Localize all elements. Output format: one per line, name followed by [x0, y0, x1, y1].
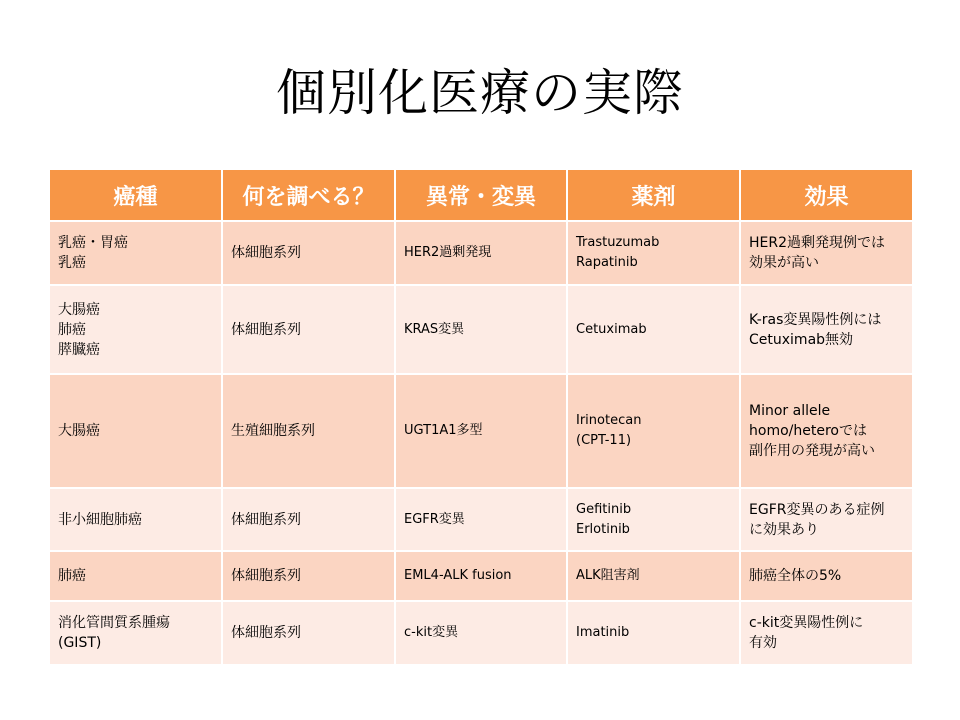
cell-what-to-test: 体細胞系列 — [222, 601, 395, 665]
cell-drug: ALK阻害剤 — [567, 551, 740, 601]
cell-cancer-type: 消化管間質系腫瘍 (GIST) — [49, 601, 222, 665]
slide-title: 個別化医療の実際 — [276, 64, 684, 122]
cell-abnormality: c-kit変異 — [395, 601, 567, 665]
cell-drug: Trastuzumab Rapatinib — [567, 221, 740, 285]
cell-abnormality: UGT1A1多型 — [395, 374, 567, 488]
cell-drug: Irinotecan (CPT-11) — [567, 374, 740, 488]
cell-drug: Gefitinib Erlotinib — [567, 488, 740, 551]
cell-what-to-test: 体細胞系列 — [222, 488, 395, 551]
cell-cancer-type: 非小細胞肺癌 — [49, 488, 222, 551]
cell-effect: EGFR変異のある症例 に効果あり — [740, 488, 913, 551]
table-row — [49, 551, 913, 601]
table-row — [49, 488, 913, 551]
personalized-medicine-table — [48, 168, 914, 666]
cell-effect: K-ras変異陽性例には Cetuximab無効 — [740, 285, 913, 374]
header-what-to-test: 何を調べる？ — [222, 169, 395, 221]
cell-cancer-type: 肺癌 — [49, 551, 222, 601]
cell-what-to-test: 生殖細胞系列 — [222, 374, 395, 488]
cell-drug: Cetuximab — [567, 285, 740, 374]
cell-effect: 肺癌全体の5% — [740, 551, 913, 601]
cell-cancer-type: 大腸癌 — [49, 374, 222, 488]
header-abnormality: 異常・変異 — [395, 169, 567, 221]
cell-abnormality: HER2過剰発現 — [395, 221, 567, 285]
cell-drug: Imatinib — [567, 601, 740, 665]
cell-what-to-test: 体細胞系列 — [222, 221, 395, 285]
table-row — [49, 374, 913, 488]
table-row — [49, 221, 913, 285]
header-drug: 薬剤 — [567, 169, 740, 221]
table-row — [49, 285, 913, 374]
cell-effect: Minor allele homo/heteroでは 副作用の発現が高い — [740, 374, 913, 488]
cell-cancer-type: 乳癌・胃癌 乳癌 — [49, 221, 222, 285]
table-row — [49, 601, 913, 665]
header-cancer-type: 癌種 — [49, 169, 222, 221]
cell-what-to-test: 体細胞系列 — [222, 285, 395, 374]
cell-cancer-type: 大腸癌 肺癌 膵臓癌 — [49, 285, 222, 374]
table-header-row — [49, 169, 913, 221]
cell-what-to-test: 体細胞系列 — [222, 551, 395, 601]
cell-effect: HER2過剰発現例では 効果が高い — [740, 221, 913, 285]
cell-abnormality: EGFR変異 — [395, 488, 567, 551]
cell-abnormality: KRAS変異 — [395, 285, 567, 374]
cell-effect: c-kit変異陽性例に 有効 — [740, 601, 913, 665]
header-effect: 効果 — [740, 169, 913, 221]
cell-abnormality: EML4-ALK fusion — [395, 551, 567, 601]
